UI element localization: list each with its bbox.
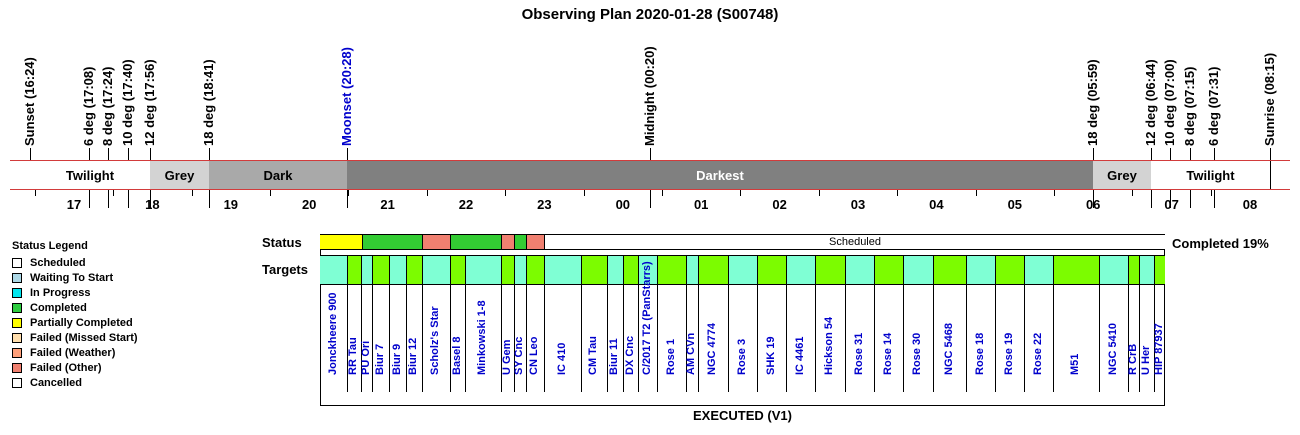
- target-name[interactable]: NGC 4774: [706, 323, 718, 375]
- target-cell[interactable]: [544, 255, 581, 285]
- target-divider: [728, 285, 729, 392]
- target-cell[interactable]: [903, 255, 933, 285]
- target-name[interactable]: SY Cnc: [513, 336, 525, 375]
- event-tick: [128, 148, 129, 160]
- event-tick: [347, 148, 348, 160]
- target-name[interactable]: NGC 5410: [1107, 323, 1119, 375]
- event-tick: [1151, 148, 1152, 160]
- status-cell-failed: [526, 235, 544, 250]
- target-cell[interactable]: [933, 255, 966, 285]
- sky-segment: Grey: [150, 161, 209, 189]
- target-divider: [389, 285, 390, 392]
- target-divider: [465, 285, 466, 392]
- status-cell-completed: [362, 235, 422, 250]
- target-divider: [526, 285, 527, 392]
- event-tick-lower: [108, 190, 109, 208]
- target-divider: [361, 285, 362, 392]
- target-cell[interactable]: [874, 255, 903, 285]
- legend-label: In Progress: [30, 287, 91, 299]
- legend-label: Waiting To Start: [30, 272, 114, 284]
- legend-swatch: [12, 318, 22, 328]
- legend-title: Status Legend: [12, 240, 88, 252]
- target-name[interactable]: Jonckheere 900: [327, 292, 339, 375]
- target-name[interactable]: AM CVn: [685, 332, 697, 375]
- hour-label: 21: [380, 197, 395, 212]
- target-divider: [1024, 285, 1025, 392]
- target-name[interactable]: Minkowski 1-8: [476, 300, 488, 375]
- target-cell[interactable]: [698, 255, 728, 285]
- target-cell[interactable]: [757, 255, 786, 285]
- hour-label: 00: [615, 197, 631, 212]
- target-name[interactable]: DX Cnc: [624, 335, 636, 375]
- status-cell-completed: [514, 235, 526, 250]
- hour-tick: [192, 190, 193, 196]
- target-divider: [874, 285, 875, 392]
- target-divider: [1099, 285, 1100, 392]
- target-cell[interactable]: [450, 255, 465, 285]
- target-name[interactable]: NGC 5468: [943, 323, 955, 375]
- sky-segment: Twilight: [30, 161, 150, 189]
- target-cell[interactable]: [501, 255, 514, 285]
- legend-label: Completed: [30, 302, 87, 314]
- legend-label: Failed (Missed Start): [30, 332, 138, 344]
- target-divider: [966, 285, 967, 392]
- legend-item: [12, 272, 113, 284]
- target-cell[interactable]: [815, 255, 845, 285]
- target-cell[interactable]: [1139, 255, 1154, 285]
- status-cell-scheduled: Scheduled: [544, 235, 1165, 250]
- target-divider: [995, 285, 996, 392]
- event-tick: [150, 148, 151, 160]
- target-cell[interactable]: [1053, 255, 1099, 285]
- target-cell[interactable]: [623, 255, 638, 285]
- target-cell[interactable]: [657, 255, 686, 285]
- legend-item: [12, 332, 138, 344]
- event-label: 6 deg (17:08): [81, 66, 96, 146]
- target-name[interactable]: Biur 11: [608, 338, 620, 375]
- target-cell[interactable]: [514, 255, 526, 285]
- target-name[interactable]: CN Leo: [528, 336, 540, 375]
- target-name[interactable]: Biur 7: [374, 343, 386, 375]
- target-divider: [698, 285, 699, 392]
- legend-label: Scheduled: [30, 257, 86, 269]
- event-tick: [209, 148, 210, 160]
- target-cell[interactable]: [1099, 255, 1128, 285]
- hour-label: 05: [1007, 197, 1023, 212]
- target-cell[interactable]: [686, 255, 698, 285]
- event-label: 8 deg (17:24): [100, 66, 115, 146]
- legend-item: [12, 287, 91, 299]
- legend-swatch: [12, 378, 22, 388]
- hour-label: 08: [1242, 197, 1258, 212]
- event-label: Sunset (16:24): [22, 57, 37, 146]
- target-divider: [815, 285, 816, 392]
- legend-label: Failed (Other): [30, 362, 102, 374]
- targets-row-label: Targets: [262, 262, 308, 277]
- target-name[interactable]: HIP 87937: [1153, 323, 1165, 375]
- hour-tick: [584, 190, 585, 196]
- target-name[interactable]: Biur 12: [407, 337, 419, 375]
- legend-swatch: [12, 273, 22, 283]
- hour-tick: [427, 190, 428, 196]
- target-cell[interactable]: [966, 255, 995, 285]
- target-cell[interactable]: [728, 255, 757, 285]
- target-cell[interactable]: [845, 255, 874, 285]
- hour-tick: [740, 190, 741, 196]
- target-name[interactable]: Scholz's Star: [429, 306, 441, 375]
- target-cell[interactable]: [372, 255, 389, 285]
- event-tick-lower: [128, 190, 129, 208]
- target-divider: [544, 285, 545, 392]
- sky-segment: Grey: [1093, 161, 1151, 189]
- target-cell[interactable]: [607, 255, 623, 285]
- status-cell-failed: [422, 235, 450, 250]
- target-cell[interactable]: [347, 255, 361, 285]
- legend-swatch: [12, 348, 22, 358]
- target-cell[interactable]: [786, 255, 815, 285]
- hour-tick: [897, 190, 898, 196]
- target-divider: [933, 285, 934, 392]
- hour-tick: [819, 190, 820, 196]
- hour-label: 06: [1085, 197, 1101, 212]
- event-tick-lower: [1214, 190, 1215, 208]
- legend-item: [12, 257, 86, 269]
- hour-tick: [976, 190, 977, 196]
- hour-tick: [1211, 190, 1212, 196]
- event-tick-lower: [1151, 190, 1152, 208]
- event-label: 18 deg (18:41): [201, 59, 216, 146]
- event-tick: [1093, 148, 1094, 160]
- target-name[interactable]: Rose 14: [882, 332, 894, 375]
- event-tick-lower: [89, 190, 90, 208]
- legend-swatch: [12, 258, 22, 268]
- hour-label: 20: [301, 197, 317, 212]
- legend-swatch: [12, 288, 22, 298]
- hour-tick: [1054, 190, 1055, 196]
- target-cell[interactable]: [581, 255, 607, 285]
- hour-label: 22: [458, 197, 474, 212]
- event-tick: [89, 148, 90, 160]
- hour-label: 17: [66, 197, 82, 212]
- target-name[interactable]: Basel 8: [451, 336, 463, 375]
- legend-item: [12, 377, 82, 389]
- event-label: 6 deg (07:31): [1206, 66, 1221, 146]
- event-label: 10 deg (17:40): [120, 59, 135, 146]
- target-cell[interactable]: [361, 255, 372, 285]
- target-name[interactable]: PU Ori: [360, 340, 372, 375]
- target-divider: [638, 285, 639, 392]
- status-row-label: Status: [262, 235, 302, 250]
- target-divider: [372, 285, 373, 392]
- hour-tick: [113, 190, 114, 196]
- target-cell[interactable]: [389, 255, 406, 285]
- event-label: Moonset (20:28): [339, 47, 354, 146]
- target-cell[interactable]: [995, 255, 1024, 285]
- legend-label: Cancelled: [30, 377, 82, 389]
- target-cell[interactable]: [320, 255, 347, 285]
- event-label: 12 deg (17:56): [142, 59, 157, 146]
- completed-percent: Completed 19%: [1172, 236, 1269, 251]
- target-name[interactable]: M51: [1069, 353, 1081, 375]
- target-divider: [581, 285, 582, 392]
- page-title: Observing Plan 2020-01-28 (S00748): [521, 6, 779, 23]
- target-name[interactable]: Rose 31: [853, 332, 865, 375]
- hour-label: 23: [537, 197, 552, 212]
- target-name[interactable]: RR Tau: [347, 337, 359, 375]
- target-divider: [903, 285, 904, 392]
- target-cell[interactable]: [1154, 255, 1165, 285]
- target-name[interactable]: Rose 19: [1003, 332, 1015, 375]
- target-name[interactable]: Hickson 54: [823, 316, 835, 375]
- target-name[interactable]: C/2017 T2 (PanStarrs): [641, 261, 653, 375]
- hour-tick: [662, 190, 663, 196]
- hour-label: 02: [772, 197, 787, 212]
- status-cell-failed: [501, 235, 514, 250]
- legend-label: Partially Completed: [30, 317, 133, 329]
- hour-tick: [35, 190, 36, 196]
- hour-label: 04: [929, 197, 944, 212]
- legend-item: [12, 362, 102, 374]
- hour-label: 19: [223, 197, 239, 212]
- legend-item: [12, 302, 87, 314]
- hour-label: 03: [850, 197, 866, 212]
- event-label: 10 deg (07:00): [1162, 59, 1177, 146]
- sky-segment: Dark: [209, 161, 347, 189]
- target-name[interactable]: IC 410: [556, 342, 568, 375]
- event-tick: [1214, 148, 1215, 160]
- target-divider: [501, 285, 502, 392]
- target-cell[interactable]: [1024, 255, 1053, 285]
- event-tick-lower: [1190, 190, 1191, 208]
- target-name[interactable]: SHK 19: [765, 336, 777, 375]
- status-cell-partial: [320, 235, 362, 250]
- target-divider: [1139, 285, 1140, 392]
- executed-label: EXECUTED (V1): [693, 408, 792, 423]
- legend-swatch: [12, 303, 22, 313]
- target-name[interactable]: Rose 18: [974, 332, 986, 375]
- event-label: Sunrise (08:15): [1262, 52, 1277, 146]
- target-name[interactable]: Rose 1: [665, 338, 677, 375]
- hour-tick: [348, 190, 349, 196]
- hour-tick: [505, 190, 506, 196]
- event-tick: [1190, 148, 1191, 160]
- legend-item: [12, 347, 115, 359]
- target-divider: [657, 285, 658, 392]
- target-divider: [1053, 285, 1054, 392]
- event-tick-lower: [650, 190, 651, 208]
- target-name[interactable]: R CrB: [1127, 343, 1139, 375]
- target-cell[interactable]: [422, 255, 450, 285]
- legend-swatch: [12, 363, 22, 373]
- target-name[interactable]: Rose 22: [1032, 332, 1044, 375]
- target-name[interactable]: IC 4461: [794, 336, 806, 375]
- event-tick: [1170, 148, 1171, 160]
- event-label: 12 deg (06:44): [1143, 59, 1158, 146]
- target-divider: [1128, 285, 1129, 392]
- event-label: Midnight (00:20): [642, 46, 657, 146]
- status-cell-completed: [450, 235, 501, 250]
- target-name[interactable]: CM Tau: [587, 336, 599, 375]
- target-cell[interactable]: [1128, 255, 1139, 285]
- hour-tick: [1132, 190, 1133, 196]
- event-tick-lower: [209, 190, 210, 208]
- hour-label: 01: [693, 197, 709, 212]
- event-label: 8 deg (07:15): [1182, 66, 1197, 146]
- target-divider: [786, 285, 787, 392]
- target-cell[interactable]: [406, 255, 422, 285]
- legend-label: Failed (Weather): [30, 347, 116, 359]
- event-tick: [108, 148, 109, 160]
- target-name[interactable]: Rose 3: [736, 338, 748, 375]
- target-divider: [845, 285, 846, 392]
- target-name[interactable]: Rose 30: [911, 332, 923, 375]
- event-tick: [650, 148, 651, 160]
- hour-tick: [270, 190, 271, 196]
- target-name[interactable]: U Gem: [501, 339, 513, 375]
- target-cell[interactable]: [526, 255, 544, 285]
- sky-segment: Darkest: [347, 161, 1093, 189]
- hour-label: 07: [1164, 197, 1179, 212]
- hour-label: 18: [145, 197, 160, 212]
- target-divider: [757, 285, 758, 392]
- target-name[interactable]: U Her: [1140, 345, 1152, 375]
- target-cell[interactable]: [465, 255, 501, 285]
- event-label: 18 deg (05:59): [1085, 59, 1100, 146]
- target-divider: [422, 285, 423, 392]
- legend-item: [12, 317, 133, 329]
- target-name[interactable]: Biur 9: [391, 343, 403, 375]
- legend-swatch: [12, 333, 22, 343]
- sky-segment: Twilight: [1151, 161, 1270, 189]
